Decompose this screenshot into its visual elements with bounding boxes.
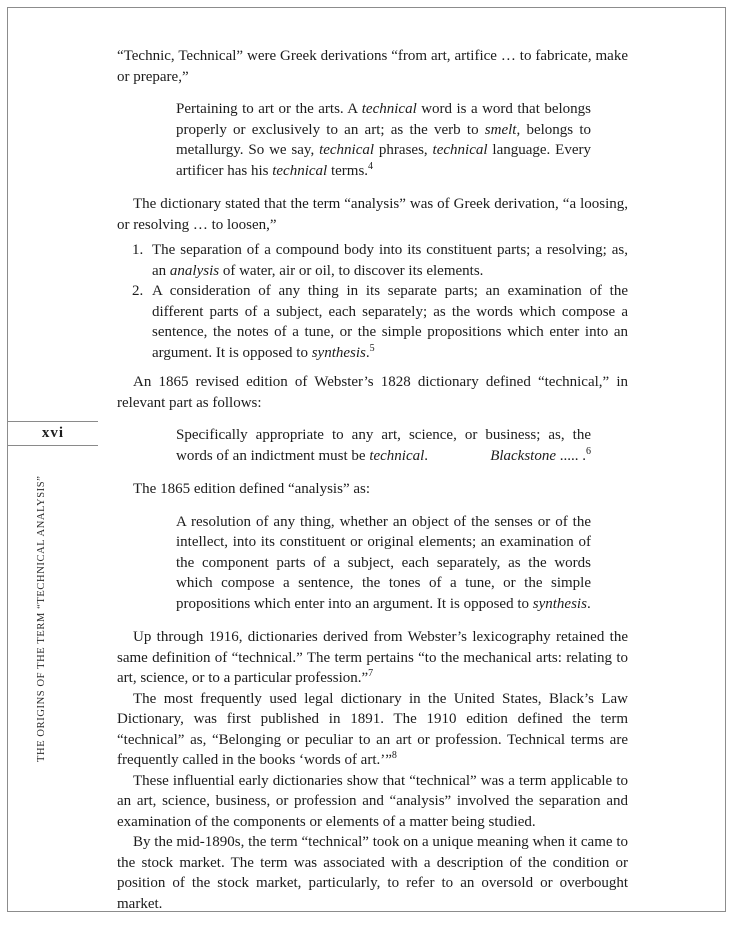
page-number: xvi <box>41 425 65 441</box>
folio-block <box>8 421 98 446</box>
analysis-derivation-paragraph: The dictionary stated that the term “analysis” was of Greek derivation, “a loosing, or resolving … to loosen,” <box>117 196 628 233</box>
analysis-definition-list <box>117 240 628 363</box>
webster-1916-paragraph: Up through 1916, dictionaries derived from Webster’s lexicography retained the same definition of “technical.” The term pertains “to the mechanical arts: relating to art, science, or to a particular profession.”$^7$ <box>117 629 628 686</box>
blacks-law-paragraph: The most frequently used legal dictionary in the United States, Black’s Law Dictionary, was first published in 1891. The 1910 edition defined the term “technical” as, “Belonging or peculiar to an art or profession. Technical terms are frequently called in the books ‘words of art.’”$^8$ <box>117 690 628 768</box>
analysis-1865-paragraph: The 1865 edition defined “analysis” as: <box>133 481 371 497</box>
list-item-2 <box>132 281 628 363</box>
resolution-quote: A resolution of any thing, whether an object of the senses or of the intellect, into its constituent or original elements; an examination of the component parts of a subject, each separately, as the words which compose a sentence, the tones of a tune, or the simple propositions which enter into an argument. It is opposed to synthesis. <box>176 513 591 612</box>
blackstone-quote <box>176 425 591 466</box>
blackstone-quote-text: Specifically appropriate to any art, science, or business; as, the words of an indictment must be technical. <box>176 427 591 464</box>
list-number-2: 2. <box>132 283 144 299</box>
list-number-1: 1. <box>132 242 144 258</box>
main-text-column <box>117 46 628 914</box>
list-item-2-text: A consideration of any thing in its separate parts; an examination of the different parts of a subject, each separately; as the words which compose a sentence, the notes of a tune, or the simple propositions which enter into an argument. It is opposed to synthesis.$^5$ <box>152 283 628 361</box>
webster-1865-paragraph: An 1865 revised edition of Webster’s 1828 dictionary defined “technical,” in relevant part as follows: <box>117 374 628 411</box>
blackstone-attribution: Blackstone ..... .$^6$ <box>490 445 591 464</box>
technical-definition-quote: Pertaining to art or the arts. A technical word is a word that belongs properly or exclusively to an art; as the verb to smelt, belongs to metallurgy. So we say, technical phrases, technical language. Every artificer has his technical terms.$^4$ <box>176 101 591 179</box>
running-title-vertical: THE ORIGINS OF THE TERM “TECHNICAL ANALYSIS” <box>36 475 47 762</box>
list-item-1-text: The separation of a compound body into its constituent parts; a resolving; as, an analysis of water, air or oil, to discover its elements. <box>152 242 628 279</box>
stock-market-paragraph: By the mid-1890s, the term “technical” took on a unique meaning when it came to the stock market. The term was associated with a description of the condition or position of the stock market, particularly, to refer to an oversold or overbought market. <box>117 834 628 912</box>
list-item-1 <box>132 240 628 281</box>
opening-paragraph: “Technic, Technical” were Greek derivations “from art, artifice … to fabricate, make or prepare,” <box>117 48 628 85</box>
summary-paragraph: These influential early dictionaries show that “technical” was a term applicable to an art, science, business, or profession and “analysis” involved the separation and examination of the components or elements of a matter being studied. <box>117 772 628 830</box>
